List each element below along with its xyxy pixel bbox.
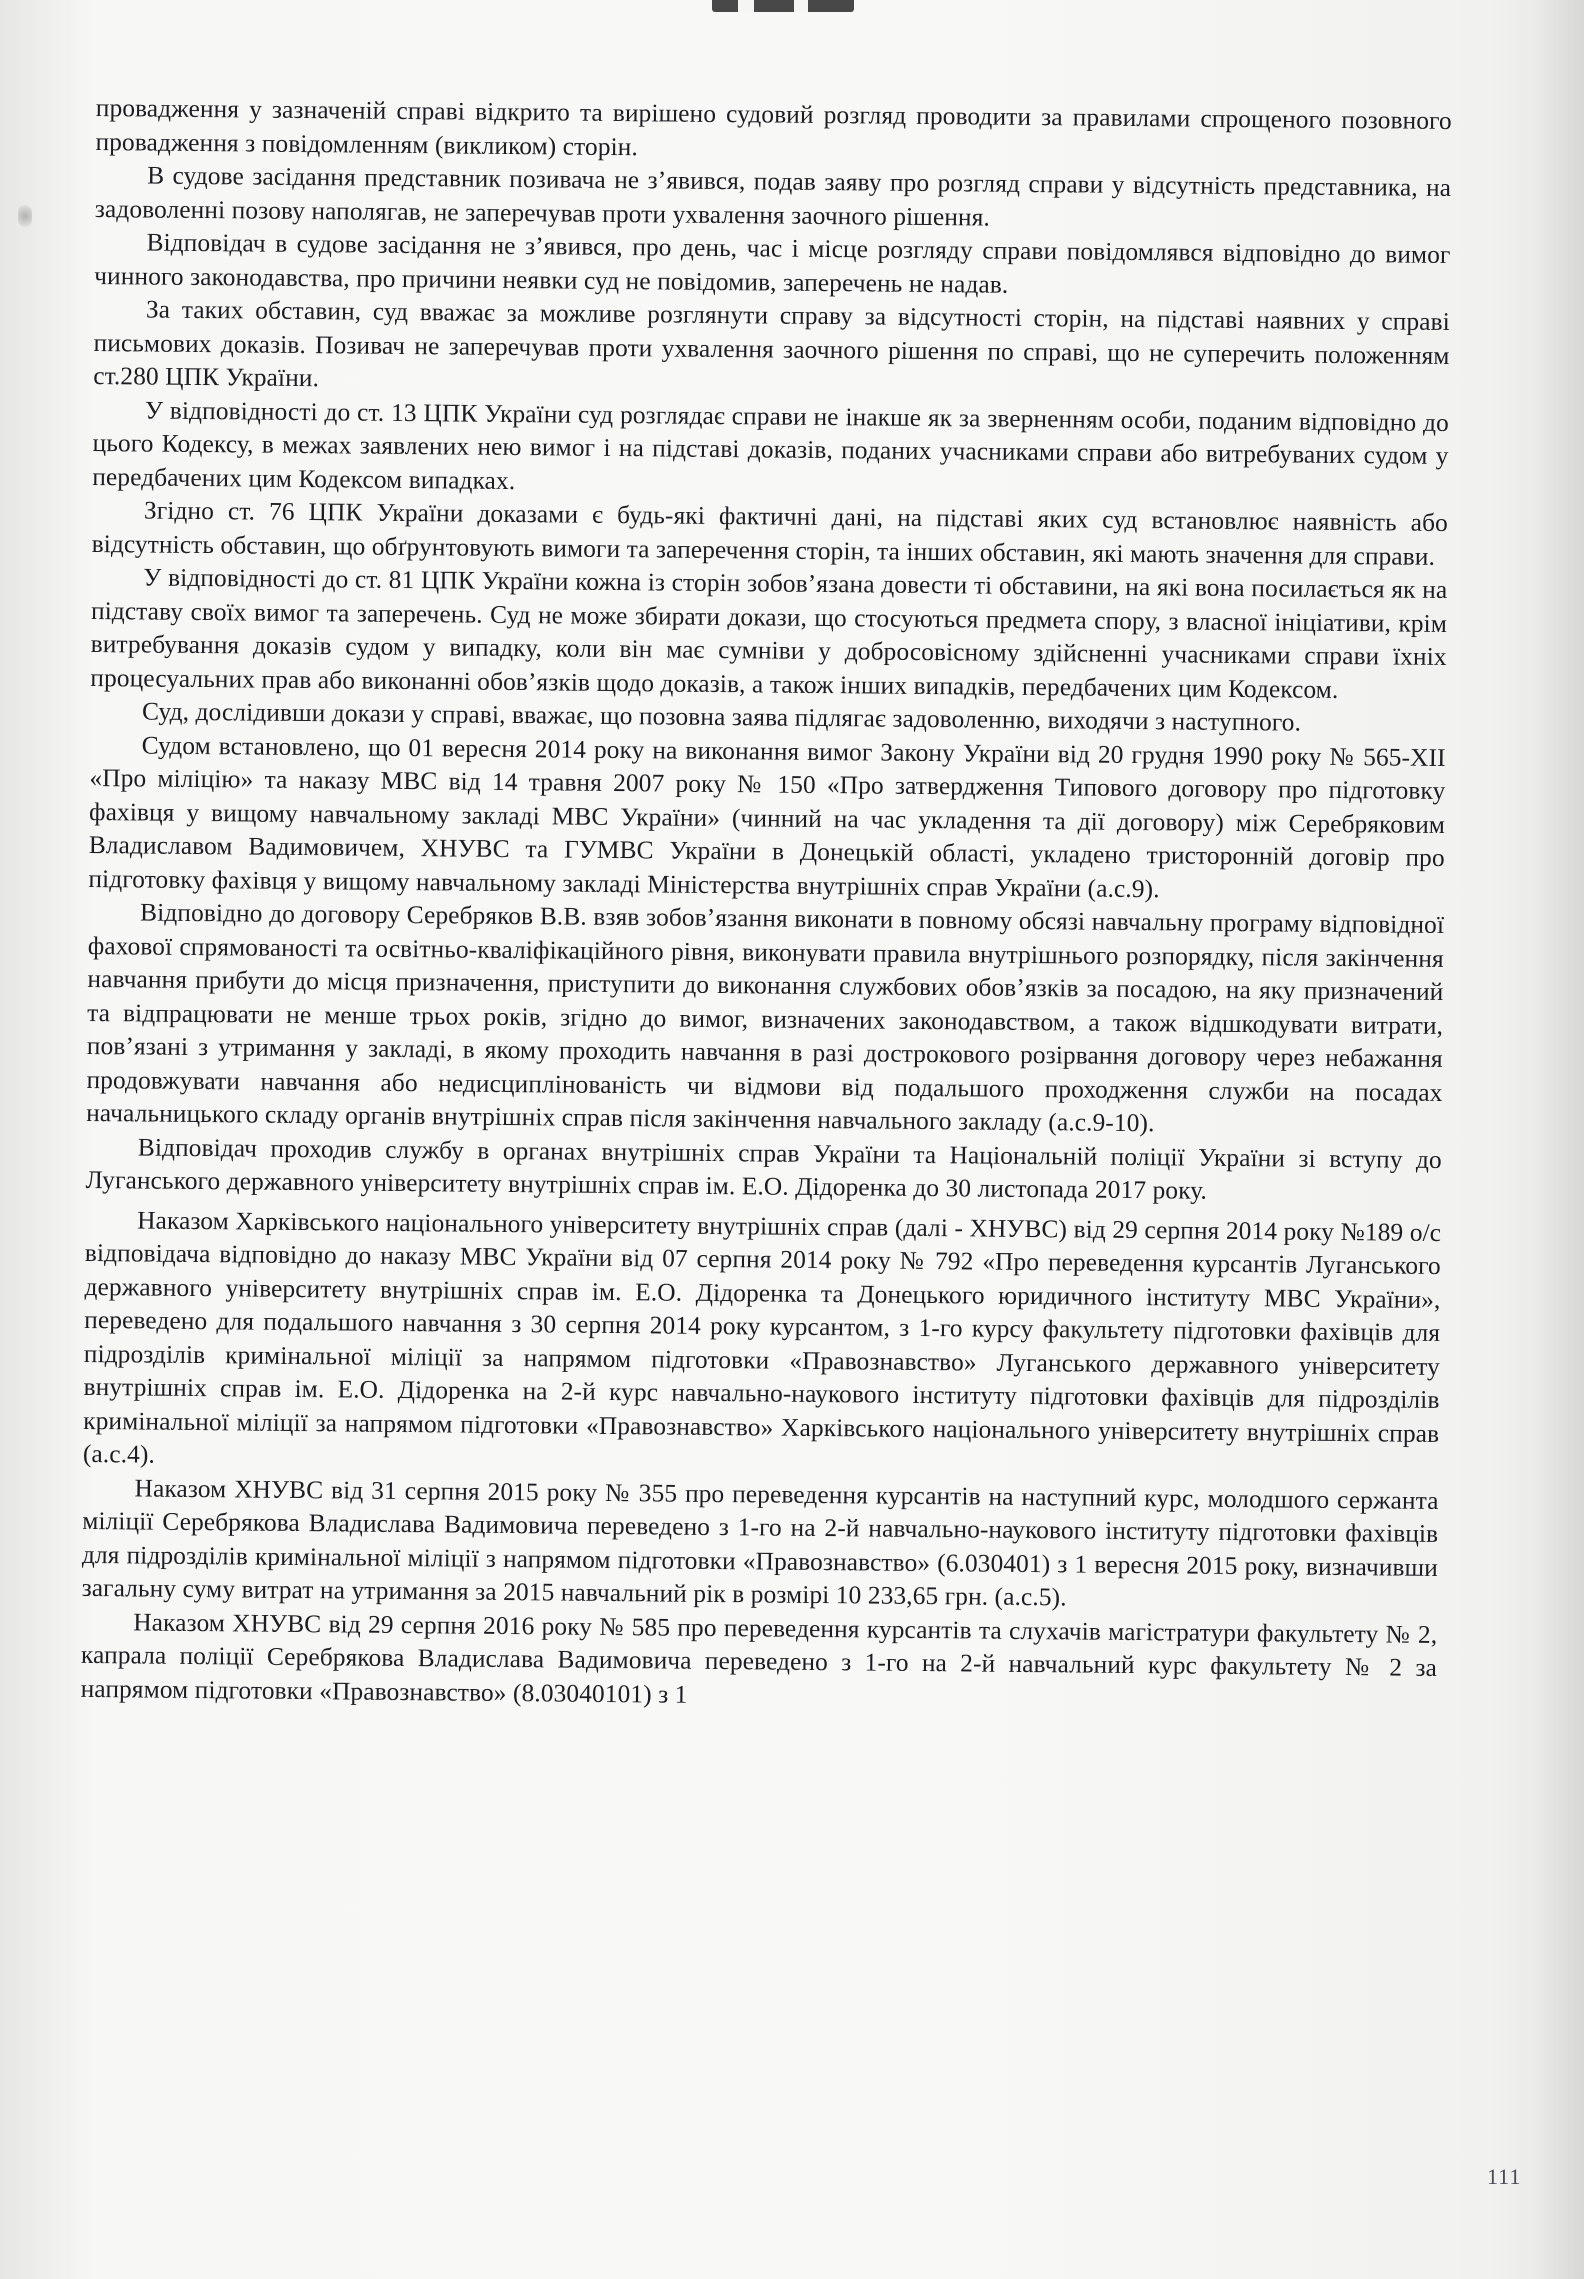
paragraph: Наказом ХНУВС від 29 серпня 2016 року № 585 про переведення курсантів та слухачів магістратури факультету № 2, капрала поліції Серебрякова Владислава Вадимовича переведено з 1-го на 2-й навчальний курс факультету № 2 за напрямом підготовки «Правознавство» (8.03040101) з 1 xyxy=(80,1607,1438,1709)
paragraph: Судом встановлено, що 01 вересня 2014 року на виконання вимог Закону України від 20 грудня 1990 року № 565-XII «Про міліцію» та наказу МВС від 14 травня 2007 року № 150 «Про затвердження Типового договору про підготовку фахівця у вищому навчальному закладі МВС України» (чинний на час укладення та дії договору) між Серебряковим Владиславом Вадимовичем, ХНУВС та ГУМВС України в Донецькій області, укладено тристоронній договір про підготовку фахівця у вищому навчальному закладі Міністерства внутрішніх справ України (а.с.9). xyxy=(88,730,1446,903)
paragraph: Наказом ХНУВС від 31 серпня 2015 року № 355 про переведення курсантів на наступний курс, молодшого сержанта міліції Серебрякова Владислава Вадимовича переведено з 1-го на 2-й навчально-наукового інституту підготовки фахівців для підрозділів кримінальної міліції з напрямом підготовки «Правознавство» (6.030401) з 1 вересня 2015 року, визначивши загальну суму витрат на утримання за 2015 навчальний рік в розмірі 10 233,65 грн. (а.с.5). xyxy=(81,1473,1439,1612)
page-number: 111 xyxy=(1487,2164,1522,2189)
paragraph: За таких обставин, суд вважає за можливе розглянути справу за відсутності сторін, на підставі наявних у справі письмових доказів. Позивач не заперечував проти ухвалення заочного рішення по справі, що не суперечить положенням ст.280 ЦПК України. xyxy=(93,295,1450,393)
punch-hole xyxy=(18,205,32,227)
binding-mark xyxy=(712,0,854,12)
paragraph: Суд, дослідивши докази у справі, вважає, що позовна заява підлягає задоволенню, виходячи з наступного. xyxy=(141,697,1302,737)
paragraph: Відповідач в судове засідання не з’явився, про день, час і місце розгляду справи повідомлявся відповідно до вимог чинного законодавства, про причини неявки суд не повідомив, заперечень не надав. xyxy=(94,228,1451,299)
paragraph: Відповідач проходив службу в органах внутрішніх справ України та Національній поліції України зі вступу до Луганського державного університету внутрішніх справ ім. Е.О. Дідоренка до 30 листопада 2017 року. xyxy=(85,1132,1442,1205)
paragraph: У відповідності до ст. 81 ЦПК України кожна із сторін зобов’язана довести ті обставини, на які вона посилається як на підставу своїх вимог та заперечень. Суд не може збирати докази, що стосуються предмета спору, з власної ініціативи, крім витребування доказів судом у випадку, коли він має сумніви у добросовісному здійсненні учасниками справи їхніх процесуальних прав або виконанні обов’язків щодо доказів, а також інших випадків, передбачених цим Кодексом. xyxy=(90,563,1448,704)
paragraph: В судове засідання представник позивача не з’явився, подав заяву про розгляд справи у відсутність представника, на задоволенні позову наполягав, не заперечував проти ухвалення заочного рішення. xyxy=(94,161,1452,232)
document-body xyxy=(81,92,1452,1719)
paragraph: Відповідно до договору Серебряков В.В. взяв зобов’язання виконати в повному обсязі навчальну програму відповідної фахової спрямованості та освітньо-кваліфікаційного рівня, виконувати правила внутрішнього розпорядку, після закінчення навчання прибути до місця призначення, приступити до виконання службових обов’язків за посадою, на яку призначений та відпрацювати не менше трьох років, згідно до вимог, визначених законодавством, а також відшкодувати витрати, пов’язані з утримання у закладі, в якому проходить навчання в разі дострокового розірвання договору через небажання продовжувати навчання або недисциплінованість чи відмови від подальшого проходження служби на посадах начальницького складу органів внутрішніх справ після закінчення навчального закладу (а.с.9-10). xyxy=(86,898,1445,1138)
paragraph: Наказом Харківського національного університету внутрішніх справ (далі - ХНУВС) від 29 серпня 2014 року №189 о/с відповідача відповідно до наказу МВС України від 07 серпня 2014 року № 792 «Про переведення курсантів Луганського державного університету внутрішніх справ ім. Е.О. Дідоренка та Донецького юридичного інституту МВС України», переведено для подальшого навчання з 30 серпня 2014 року курсантом, з 1-го курсу факультету підготовки фахівців для підрозділів кримінальної міліції за напрямом підготовки «Правознавство» Луганського державного університету внутрішніх справ ім. Е.О. Дідоренка на 2-й курс навчально-наукового інституту підготовки фахівців для підрозділів кримінальної міліції за напрямом підготовки «Правознавство» Харківського національного університету внутрішніх справ (а.с.4). xyxy=(82,1205,1442,1469)
edge-shadow xyxy=(1534,0,1584,2279)
paragraph: провадження у зазначеній справі відкрито та вирішено судовий розгляд проводити за правилами спрощеного позовного провадження з повідомленням (викликом) сторін. xyxy=(95,93,1452,161)
paragraph: У відповідності до ст. 13 ЦПК України суд розглядає справи не інакше як за зверненням особи, поданим відповідно до цього Кодексу, в межах заявлених нею вимог і на підставі доказів, поданих учасниками справи або витребуваних судом у передбачених цим Кодексом випадках. xyxy=(92,395,1450,495)
paragraph: Згідно ст. 76 ЦПК України доказами є будь-які фактичні дані, на підставі яких суд встановлює наявність або відсутність обставин, що обґрунтовують вимоги та заперечення сторін, та інших обставин, які мають значення для справи. xyxy=(91,496,1449,571)
